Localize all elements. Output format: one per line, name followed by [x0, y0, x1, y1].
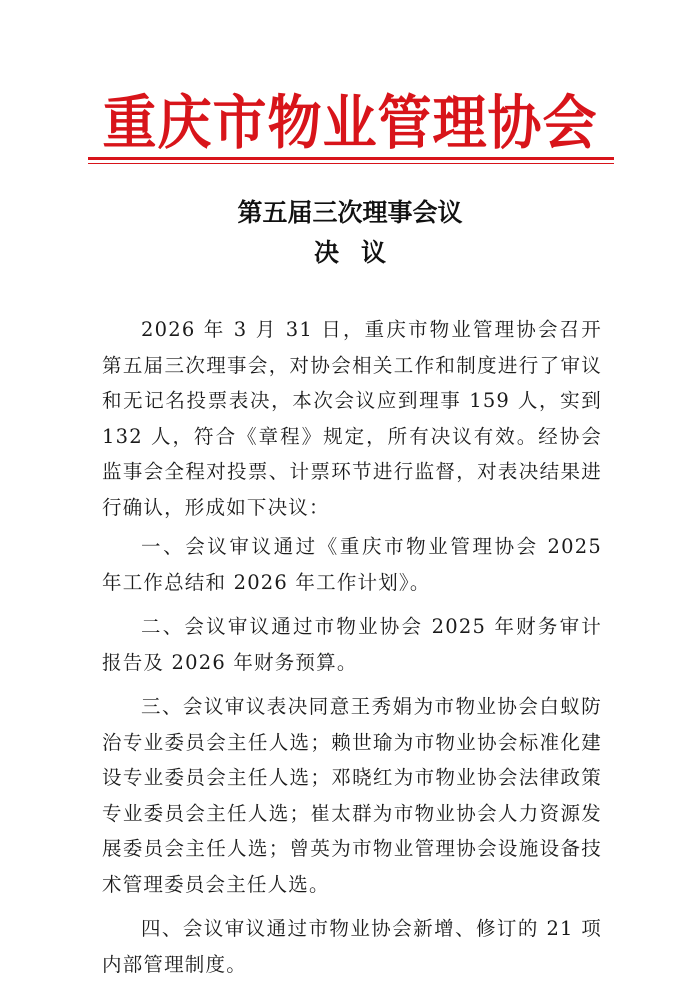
masthead-rule-thick — [88, 157, 614, 160]
intro-paragraph: 2026 年 3 月 31 日，重庆市物业管理协会召开第五届三次理事会，对协会相关工作和制度进行了审议和无记名投票表决，本次会议应到理事 159 人，实到 132 人，符合《章程》规定，所有决议有效。经协会监事会全程对投票、计票环节进行监督，对表决结果进行确认，形成如下决议： — [102, 318, 602, 519]
masthead-org-name: 重庆市物业管理协会 — [102, 88, 598, 158]
document-title: 第五届三次理事会议 — [237, 198, 463, 227]
resolution-item-1: 一、会议审议通过《重庆市物业管理协会 2025 年工作总结和 2026 年工作计划》。 — [102, 535, 602, 594]
masthead-rule-thin — [88, 163, 614, 164]
resolution-item-2: 二、会议审议通过市物业协会 2025 年财务审计报告及 2026 年财务预算。 — [102, 615, 602, 674]
document-body — [102, 312, 602, 991]
resolution-item-3: 三、会议审议表决同意王秀娟为市物业协会白蚁防治专业委员会主任人选；赖世瑜为市物业协会标准化建设专业委员会主任人选；邓晓红为市物业协会法律政策专业委员会主任人选；崔太群为市物业协会人力资源发展委员会主任人选；曾英为市物业管理协会设施设备技术管理委员会主任人选。 — [102, 695, 602, 896]
resolution-item-4: 四、会议审议通过市物业协会新增、修订的 21 项内部管理制度。 — [102, 917, 602, 976]
document-subtitle: 决议 — [313, 238, 408, 267]
